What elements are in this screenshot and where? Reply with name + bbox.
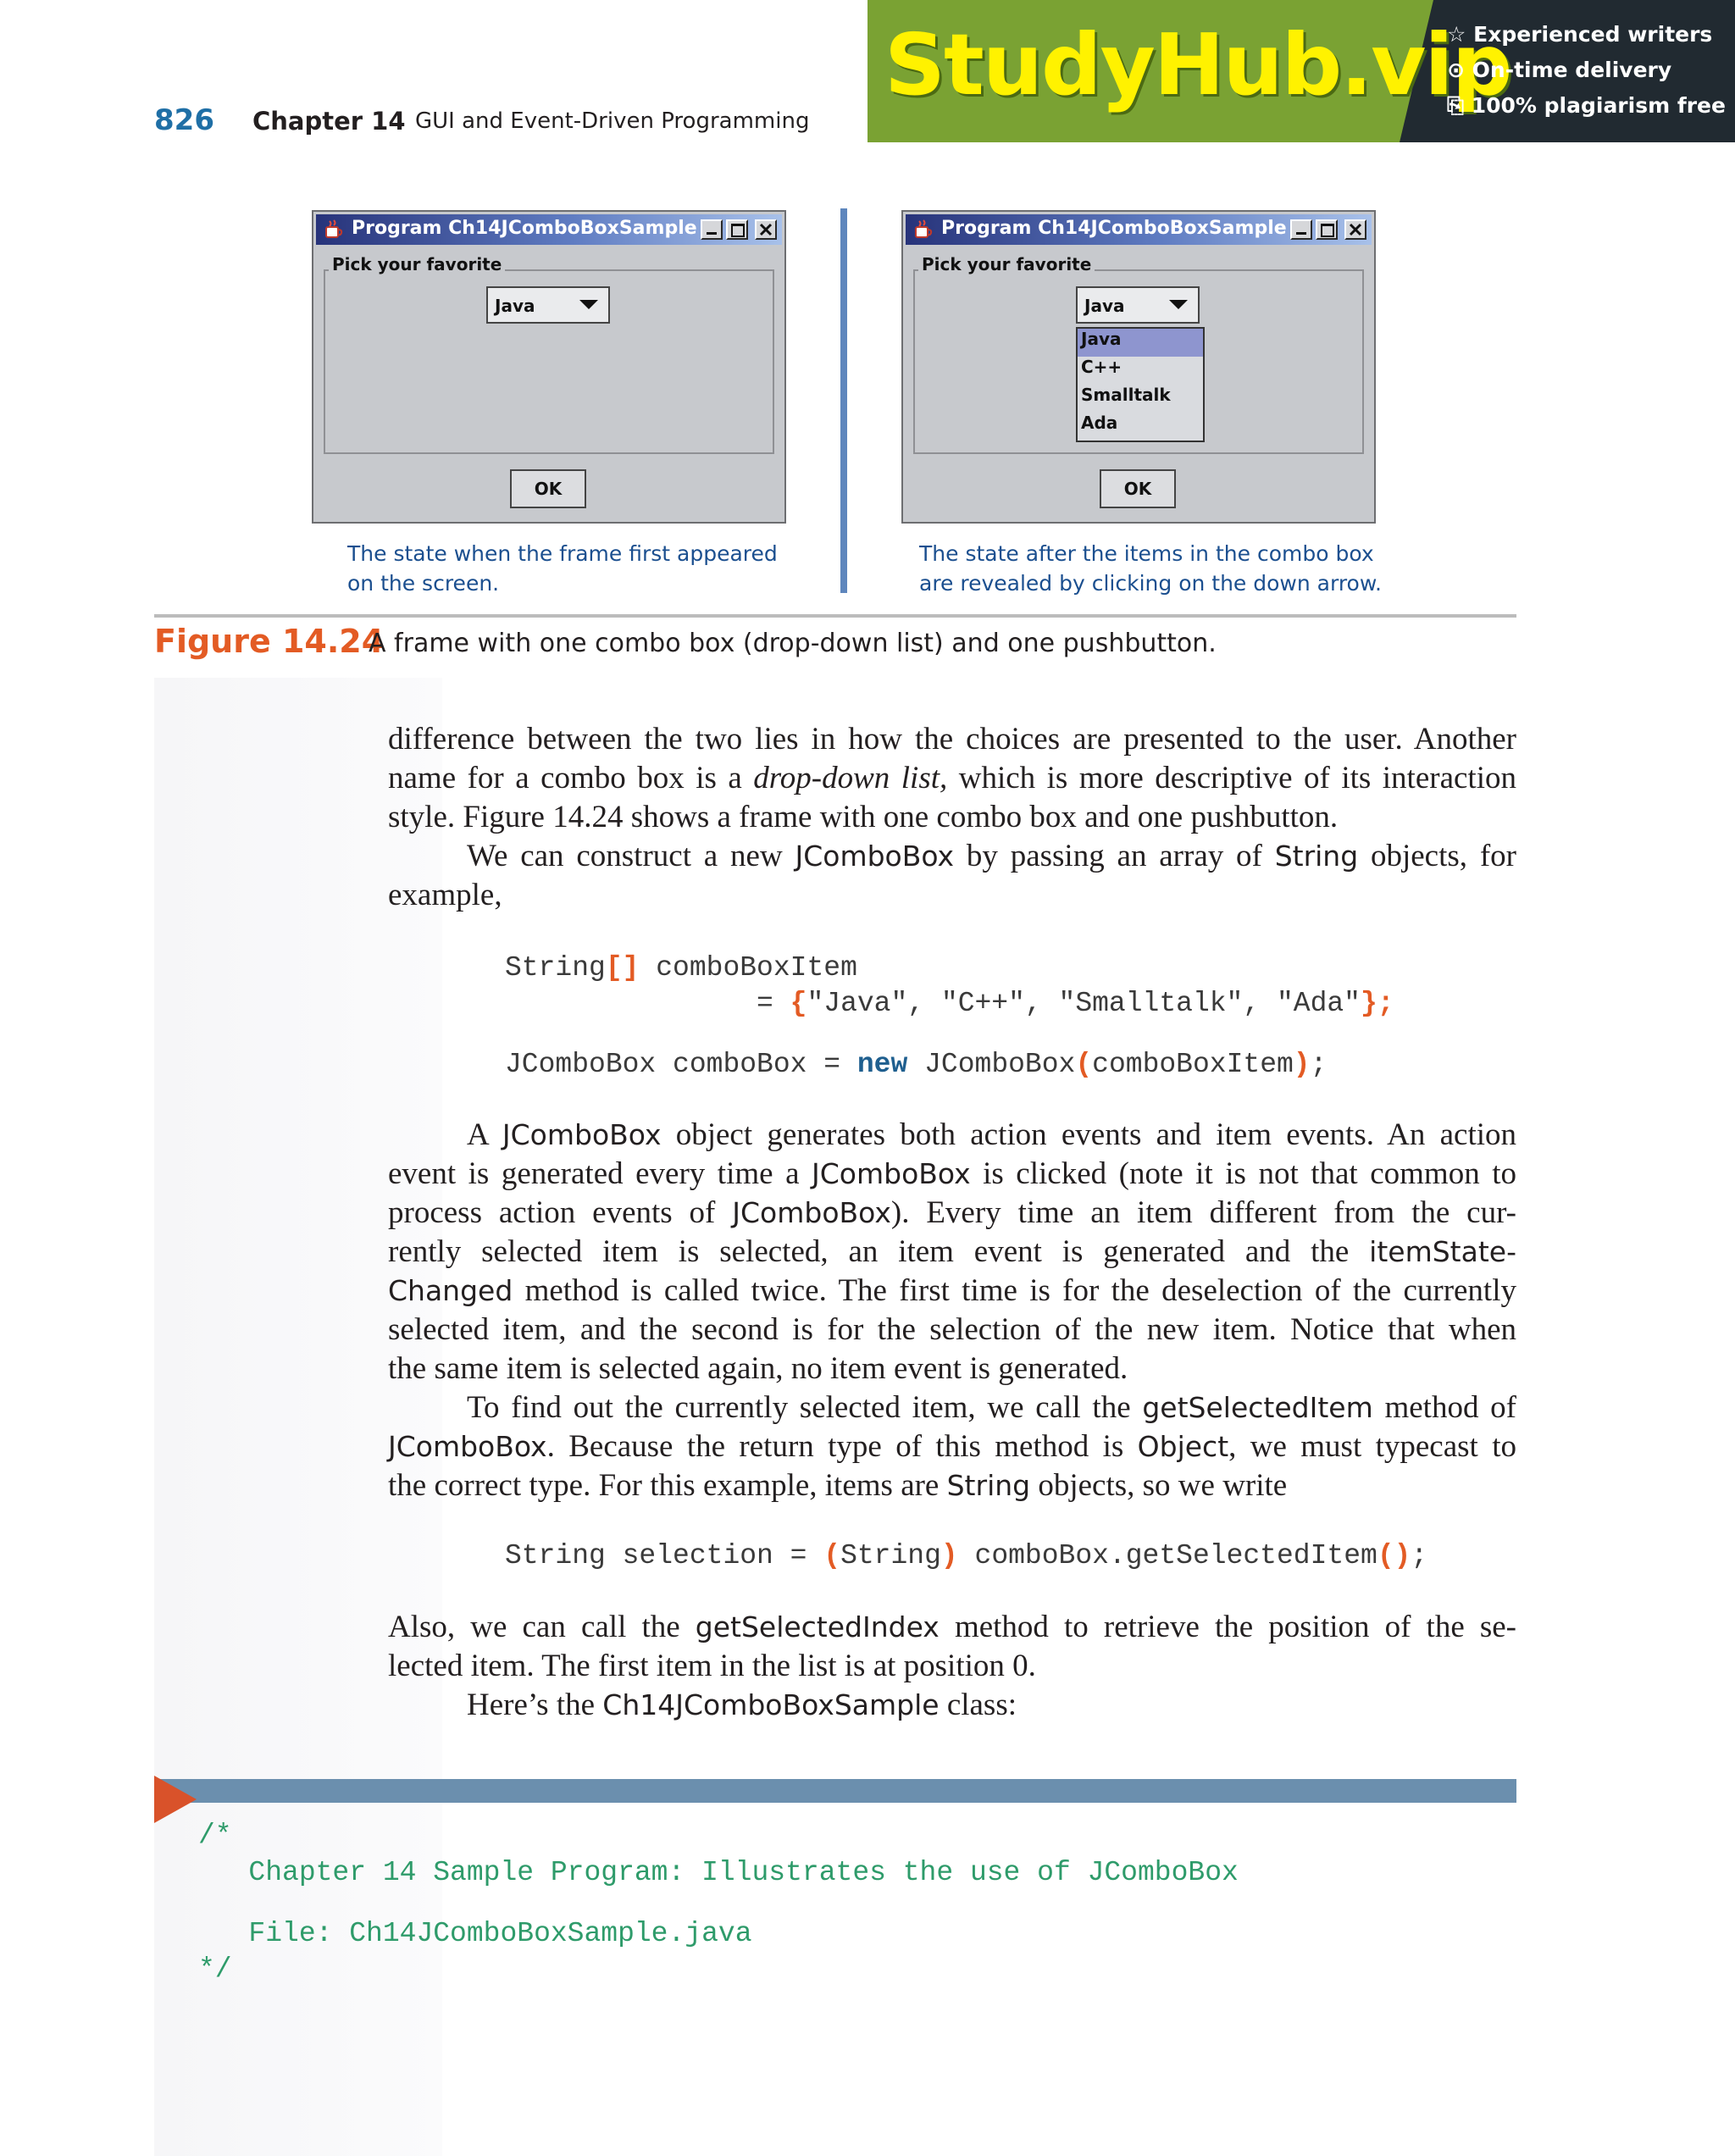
text-run: We can construct a new xyxy=(467,839,795,873)
code-run: = xyxy=(505,988,790,1019)
code-term: Object xyxy=(1137,1430,1229,1463)
window-initial-state xyxy=(312,210,786,524)
code-run: JComboBox xyxy=(907,1049,1076,1080)
combo-box[interactable] xyxy=(1076,286,1200,324)
text-run: is clicked (note it is not that common to xyxy=(970,1156,1516,1191)
code-punct: ( xyxy=(1075,1049,1093,1080)
text-run: object generates both action events and item events. An action xyxy=(661,1117,1517,1152)
chevron-down-icon[interactable] xyxy=(1169,300,1188,309)
caption-line: on the screen. xyxy=(347,571,500,596)
window-titlebar xyxy=(316,214,782,245)
combo-dropdown-list xyxy=(1076,327,1205,442)
chevron-down-icon[interactable] xyxy=(579,300,598,309)
text-run: , we must typecast to xyxy=(1228,1429,1516,1464)
window-title: Program Ch14JComboBoxSample xyxy=(352,218,697,239)
maximize-icon xyxy=(1321,224,1334,237)
code-run: String xyxy=(840,1540,941,1571)
figure-label: Figure 14.24 xyxy=(154,623,385,660)
text-run: which is more descriptive of its interaction xyxy=(947,761,1516,795)
text-run: method to retrieve the position of the se- xyxy=(939,1610,1516,1644)
text-line xyxy=(388,1427,1516,1466)
text-run: class: xyxy=(939,1688,1017,1722)
code-new-combobox xyxy=(505,1049,1327,1080)
window-expanded-state xyxy=(901,210,1376,524)
text-run: process action events of xyxy=(388,1195,733,1230)
caption-line: are revealed by clicking on the down arrow. xyxy=(919,571,1382,596)
code-term: getSelectedItem xyxy=(1142,1391,1373,1424)
caption-line: The state when the frame first appeared xyxy=(347,541,778,566)
code-run: ; xyxy=(1411,1540,1428,1571)
text-run: event is generated every time a xyxy=(388,1156,812,1191)
paragraph-selected-index xyxy=(388,1608,1516,1725)
code-string-array-values xyxy=(505,988,1394,1019)
text-line xyxy=(388,1155,1516,1194)
text-run: method is called twice. The first time is for the deselection of the currently xyxy=(513,1273,1516,1308)
text-line: the same item is selected again, no item event is generated. xyxy=(388,1351,1128,1386)
code-string-array xyxy=(505,952,857,984)
figure-rule xyxy=(154,614,1516,618)
maximize-icon xyxy=(731,224,745,237)
text-run: ). Every time an item different from the cur- xyxy=(890,1195,1516,1230)
combo-selected-value: Java xyxy=(1084,296,1125,316)
code-term: String xyxy=(946,1469,1031,1502)
text-line xyxy=(388,1686,1516,1725)
code-keyword: new xyxy=(856,1049,908,1080)
maximize-button[interactable] xyxy=(726,219,748,240)
text-line xyxy=(388,1388,1516,1427)
combo-box[interactable] xyxy=(486,286,610,324)
code-run: comboBoxItem xyxy=(1092,1049,1294,1080)
text-line: lected item. The first item in the list is at position 0. xyxy=(388,1649,1036,1683)
text-run: Here’s the xyxy=(467,1688,603,1722)
code-term: Changed xyxy=(388,1274,513,1307)
text-run: objects, so we write xyxy=(1030,1468,1288,1503)
paragraph-events xyxy=(388,1116,1516,1505)
code-run: JComboBox comboBox = xyxy=(505,1049,857,1080)
text-run: rently selected item is selected, an item event is generated and the xyxy=(388,1234,1370,1269)
code-term: JComboBox xyxy=(388,1430,547,1463)
minimize-icon xyxy=(707,232,717,235)
code-run: ; xyxy=(1310,1049,1328,1080)
text-run: A xyxy=(467,1117,502,1152)
dropdown-item-java[interactable]: Java xyxy=(1078,329,1203,357)
ok-button[interactable]: OK xyxy=(510,469,586,508)
chapter-label: Chapter 14 xyxy=(252,107,406,136)
code-term: Ch14JComboBoxSample xyxy=(602,1688,940,1721)
group-label: Pick your favorite xyxy=(918,254,1095,274)
listing-header-bar xyxy=(154,1779,1516,1803)
minimize-button[interactable] xyxy=(701,219,723,240)
text-run: . Because the return type of this method is xyxy=(546,1429,1138,1464)
code-run: String xyxy=(505,952,606,984)
listing-marker-icon xyxy=(154,1776,197,1823)
listing-comment-line: */ xyxy=(198,1954,232,1985)
emphasis-term: drop-down list, xyxy=(753,761,948,795)
text-line: difference between the two lies in how the choices are presented to the user. Another xyxy=(388,722,1516,757)
chapter-title: GUI and Event-Driven Programming xyxy=(415,108,810,134)
code-run: comboBoxItem xyxy=(639,952,857,984)
code-punct: ) xyxy=(940,1540,958,1571)
code-term: JComboBox xyxy=(732,1196,891,1229)
banner-brand-logo: StudyHub.vip xyxy=(884,15,1511,114)
text-run: by passing an array of xyxy=(954,839,1275,873)
maximize-button[interactable] xyxy=(1316,219,1338,240)
window-titlebar xyxy=(906,214,1372,245)
close-icon xyxy=(757,221,775,238)
text-line xyxy=(388,759,1516,798)
dropdown-item-smalltalk[interactable]: Smalltalk xyxy=(1081,385,1171,405)
code-punct: ) xyxy=(1293,1049,1311,1080)
listing-comment-line: /* xyxy=(198,1820,232,1851)
text-line: style. Figure 14.24 shows a frame with one combo box and one pushbutton. xyxy=(388,800,1339,834)
text-line: selected item, and the second is for the selection of the new item. Notice that when xyxy=(388,1312,1516,1347)
code-term: getSelectedIndex xyxy=(695,1610,940,1643)
text-run: method of xyxy=(1372,1390,1516,1425)
code-punct: { xyxy=(790,988,807,1019)
group-label: Pick your favorite xyxy=(329,254,505,274)
combo-selected-value: Java xyxy=(495,296,535,316)
dropdown-item-cpp[interactable]: C++ xyxy=(1081,357,1122,377)
minimize-icon xyxy=(1296,232,1306,235)
code-get-selected-item xyxy=(505,1540,1427,1571)
window-title: Program Ch14JComboBoxSample xyxy=(941,218,1287,239)
text-run: Also, we can call the xyxy=(388,1610,696,1644)
banner-feature-writers: ☆ Experienced writers xyxy=(1447,22,1713,47)
text-line xyxy=(388,1194,1516,1233)
java-cup-icon xyxy=(323,219,345,241)
text-run: objects, for xyxy=(1358,839,1516,873)
code-term: JComboBox xyxy=(812,1157,971,1190)
text-run: the correct type. For this example, items are xyxy=(388,1468,947,1503)
figure-divider xyxy=(840,208,847,593)
dropdown-item-ada[interactable]: Ada xyxy=(1081,413,1118,433)
caption-line: The state after the items in the combo box xyxy=(919,541,1374,566)
studyhub-banner[interactable] xyxy=(868,0,1735,142)
figure-title: A frame with one combo box (drop-down list) and one pushbutton. xyxy=(369,629,1217,658)
banner-feature-plagiarism: ⎘ 100% plagiarism free xyxy=(1447,93,1726,118)
text-run: To find out the currently selected item, we call the xyxy=(467,1390,1143,1425)
code-term: JComboBox xyxy=(795,840,955,873)
text-line xyxy=(388,1608,1516,1647)
text-line xyxy=(388,837,1516,876)
code-punct: }; xyxy=(1360,988,1394,1019)
caption-initial-state xyxy=(347,539,778,598)
listing-comment-line: File: Ch14JComboBoxSample.java xyxy=(198,1918,752,1949)
code-run: comboBox.getSelectedItem xyxy=(957,1540,1377,1571)
code-run: String selection = xyxy=(505,1540,824,1571)
caption-expanded-state xyxy=(919,539,1382,598)
ok-button[interactable]: OK xyxy=(1100,469,1176,508)
close-button[interactable] xyxy=(1344,219,1366,240)
java-cup-icon xyxy=(912,219,934,241)
listing-comment-line: Chapter 14 Sample Program: Illustrates the use of JComboBox xyxy=(198,1857,1239,1888)
minimize-button[interactable] xyxy=(1290,219,1312,240)
close-button[interactable] xyxy=(755,219,777,240)
page-number: 826 xyxy=(154,103,214,137)
text-line xyxy=(388,1272,1516,1311)
code-run: "Java", "C++", "Smalltalk", "Ada" xyxy=(807,988,1361,1019)
text-line xyxy=(388,1116,1516,1155)
code-punct: [] xyxy=(605,952,640,984)
banner-feature-delivery: ⊙ On-time delivery xyxy=(1447,58,1672,82)
code-punct: ( xyxy=(823,1540,841,1571)
paragraph-combo-intro xyxy=(388,720,1516,915)
text-line xyxy=(388,1466,1516,1505)
text-line: example, xyxy=(388,878,502,912)
text-line xyxy=(388,1233,1516,1272)
text-run: name for a combo box is a xyxy=(388,761,754,795)
code-term: itemState- xyxy=(1369,1235,1516,1268)
code-punct: () xyxy=(1377,1540,1411,1571)
code-term: String xyxy=(1274,840,1359,873)
code-term: JComboBox xyxy=(502,1118,662,1151)
close-icon xyxy=(1346,221,1365,238)
